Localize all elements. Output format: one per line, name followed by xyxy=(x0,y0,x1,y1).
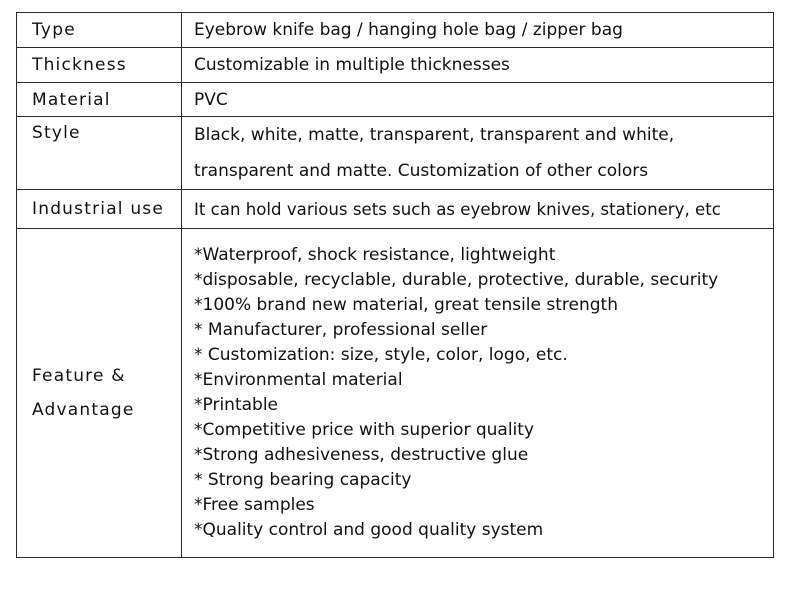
feature-item: *Strong adhesiveness, destructive glue xyxy=(194,445,529,465)
spec-label-material: Material xyxy=(17,83,182,117)
spec-row-style xyxy=(17,117,774,190)
spec-label-thickness: Thickness xyxy=(17,48,182,83)
feature-list xyxy=(194,243,773,543)
product-spec-table xyxy=(16,12,774,558)
spec-label-style: Style xyxy=(17,117,182,190)
feature-item: *Printable xyxy=(194,395,278,415)
spec-row-material xyxy=(17,83,774,117)
feature-item: * Customization: size, style, color, logo, etc. xyxy=(194,345,568,365)
spec-row-feature-advantage xyxy=(17,229,774,558)
feature-label-line-1: Feature & xyxy=(32,366,126,386)
spec-value-material: PVC xyxy=(182,83,774,117)
spec-label-industrial-use: Industrial use xyxy=(17,190,182,229)
feature-label-line-2: Advantage xyxy=(32,400,135,420)
feature-item: *Environmental material xyxy=(194,370,403,390)
spec-row-thickness xyxy=(17,48,774,83)
style-line-1: Black, white, matte, transparent, transparent and white, xyxy=(194,125,675,145)
spec-value-style xyxy=(182,117,774,190)
spec-row-industrial-use xyxy=(17,190,774,229)
feature-item: *Competitive price with superior quality xyxy=(194,420,535,440)
feature-item: *100% brand new material, great tensile strength xyxy=(194,295,618,315)
spec-value-type: Eyebrow knife bag / hanging hole bag / zipper bag xyxy=(182,13,774,48)
spec-value-industrial-use: It can hold various sets such as eyebrow knives, stationery, etc xyxy=(182,190,774,229)
feature-item: * Strong bearing capacity xyxy=(194,470,412,490)
spec-value-feature-list xyxy=(182,229,774,558)
feature-item: *Quality control and good quality system xyxy=(194,520,544,540)
feature-item: *Waterproof, shock resistance, lightweight xyxy=(194,245,556,265)
feature-item: * Manufacturer, professional seller xyxy=(194,320,488,340)
spec-value-thickness: Customizable in multiple thicknesses xyxy=(182,48,774,83)
feature-item: *disposable, recyclable, durable, protective, durable, security xyxy=(194,270,719,290)
style-line-2: transparent and matte. Customization of other colors xyxy=(194,161,649,181)
spec-label-type: Type xyxy=(17,13,182,48)
spec-label-feature-advantage xyxy=(17,229,182,558)
spec-row-type xyxy=(17,13,774,48)
feature-item: *Free samples xyxy=(194,495,315,515)
